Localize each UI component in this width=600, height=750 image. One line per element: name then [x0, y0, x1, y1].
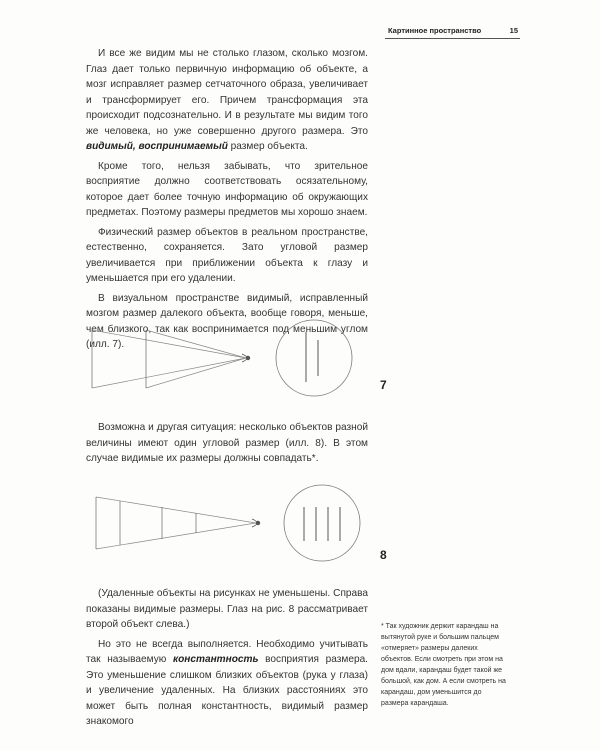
- figure-7-number: 7: [380, 378, 387, 392]
- figure-8-number: 8: [380, 548, 387, 562]
- paragraph: Но это не всегда выполняется. Необходимо учитывать так называемую константность восприятия размера. Это уменьшение слишком близких объектов (рука у глаза) и увеличение удаленных. На близких расстояниях это может быть полная константность, видимый размер знакомого: [86, 638, 368, 727]
- eye-icon: [242, 354, 250, 362]
- emphasis: константность: [173, 654, 259, 665]
- header-rule: [385, 38, 520, 39]
- paragraph: Возможна и другая ситуация: несколько объектов разной величины имеют один угловой размер (илл. 8). В этом случае видимые их размеры должны совпадать*.: [86, 422, 368, 464]
- page-number: 15: [509, 26, 518, 35]
- footnote: * Так художник держит карандаш на вытянутой руке и большим пальцем «отмеряет» размеры далеких объектов. Если смотреть при этом на дом вдали, карандаш будет такой же большой, как дом. А если смотреть на карандаш, дом уменьшится до размера карандаша.: [381, 623, 506, 707]
- paragraph: Физический размер объектов в реальном пространстве, естественно, сохраняется. Зато угловой размер увеличивается при приближении объекта к глазу и уменьшается при его удалении.: [86, 226, 368, 284]
- paragraph: И все же видим мы не столько глазом, сколько мозгом. Глаз дает только первичную информацию об объекте, а мозг исправляет размер сетчаточного образа, увеличивает и трансформирует его. Причем трансформация эта происходит подсознательно. И в результате мы видим того же человека, но уже совершенно другого размера. Это видимый, воспринимаемый размер объекта.: [86, 48, 368, 152]
- eye-icon: [252, 519, 260, 527]
- text-block-1: [86, 46, 368, 353]
- figure-7-illustration: [86, 318, 376, 400]
- running-header: [388, 26, 518, 35]
- header-title: Картинное пространство: [388, 26, 482, 35]
- figure-8-illustration: [86, 483, 376, 565]
- text-block-3: [86, 586, 368, 730]
- paragraph: Кроме того, нельзя забывать, что зрительное восприятие должно соответствовать осязательному, которое дает более точную информацию об окружающих предметах. Поэтому размеры предметов мы хорошо знаем.: [86, 160, 368, 218]
- emphasis: видимый, воспринимаемый: [86, 141, 228, 152]
- paragraph: (Удаленные объекты на рисунках не уменьшены. Справа показаны видимые размеры. Глаз на рис. 8 рассматривает второй объект слева.): [86, 588, 368, 630]
- paragraph: В визуальном пространстве видимый, исправленный мозгом размер далекого объекта, вообще говоря, меньше, чем близкого, так как воспринимается под меньшим углом (илл. 7).: [86, 292, 368, 350]
- text-block-2: [86, 420, 368, 467]
